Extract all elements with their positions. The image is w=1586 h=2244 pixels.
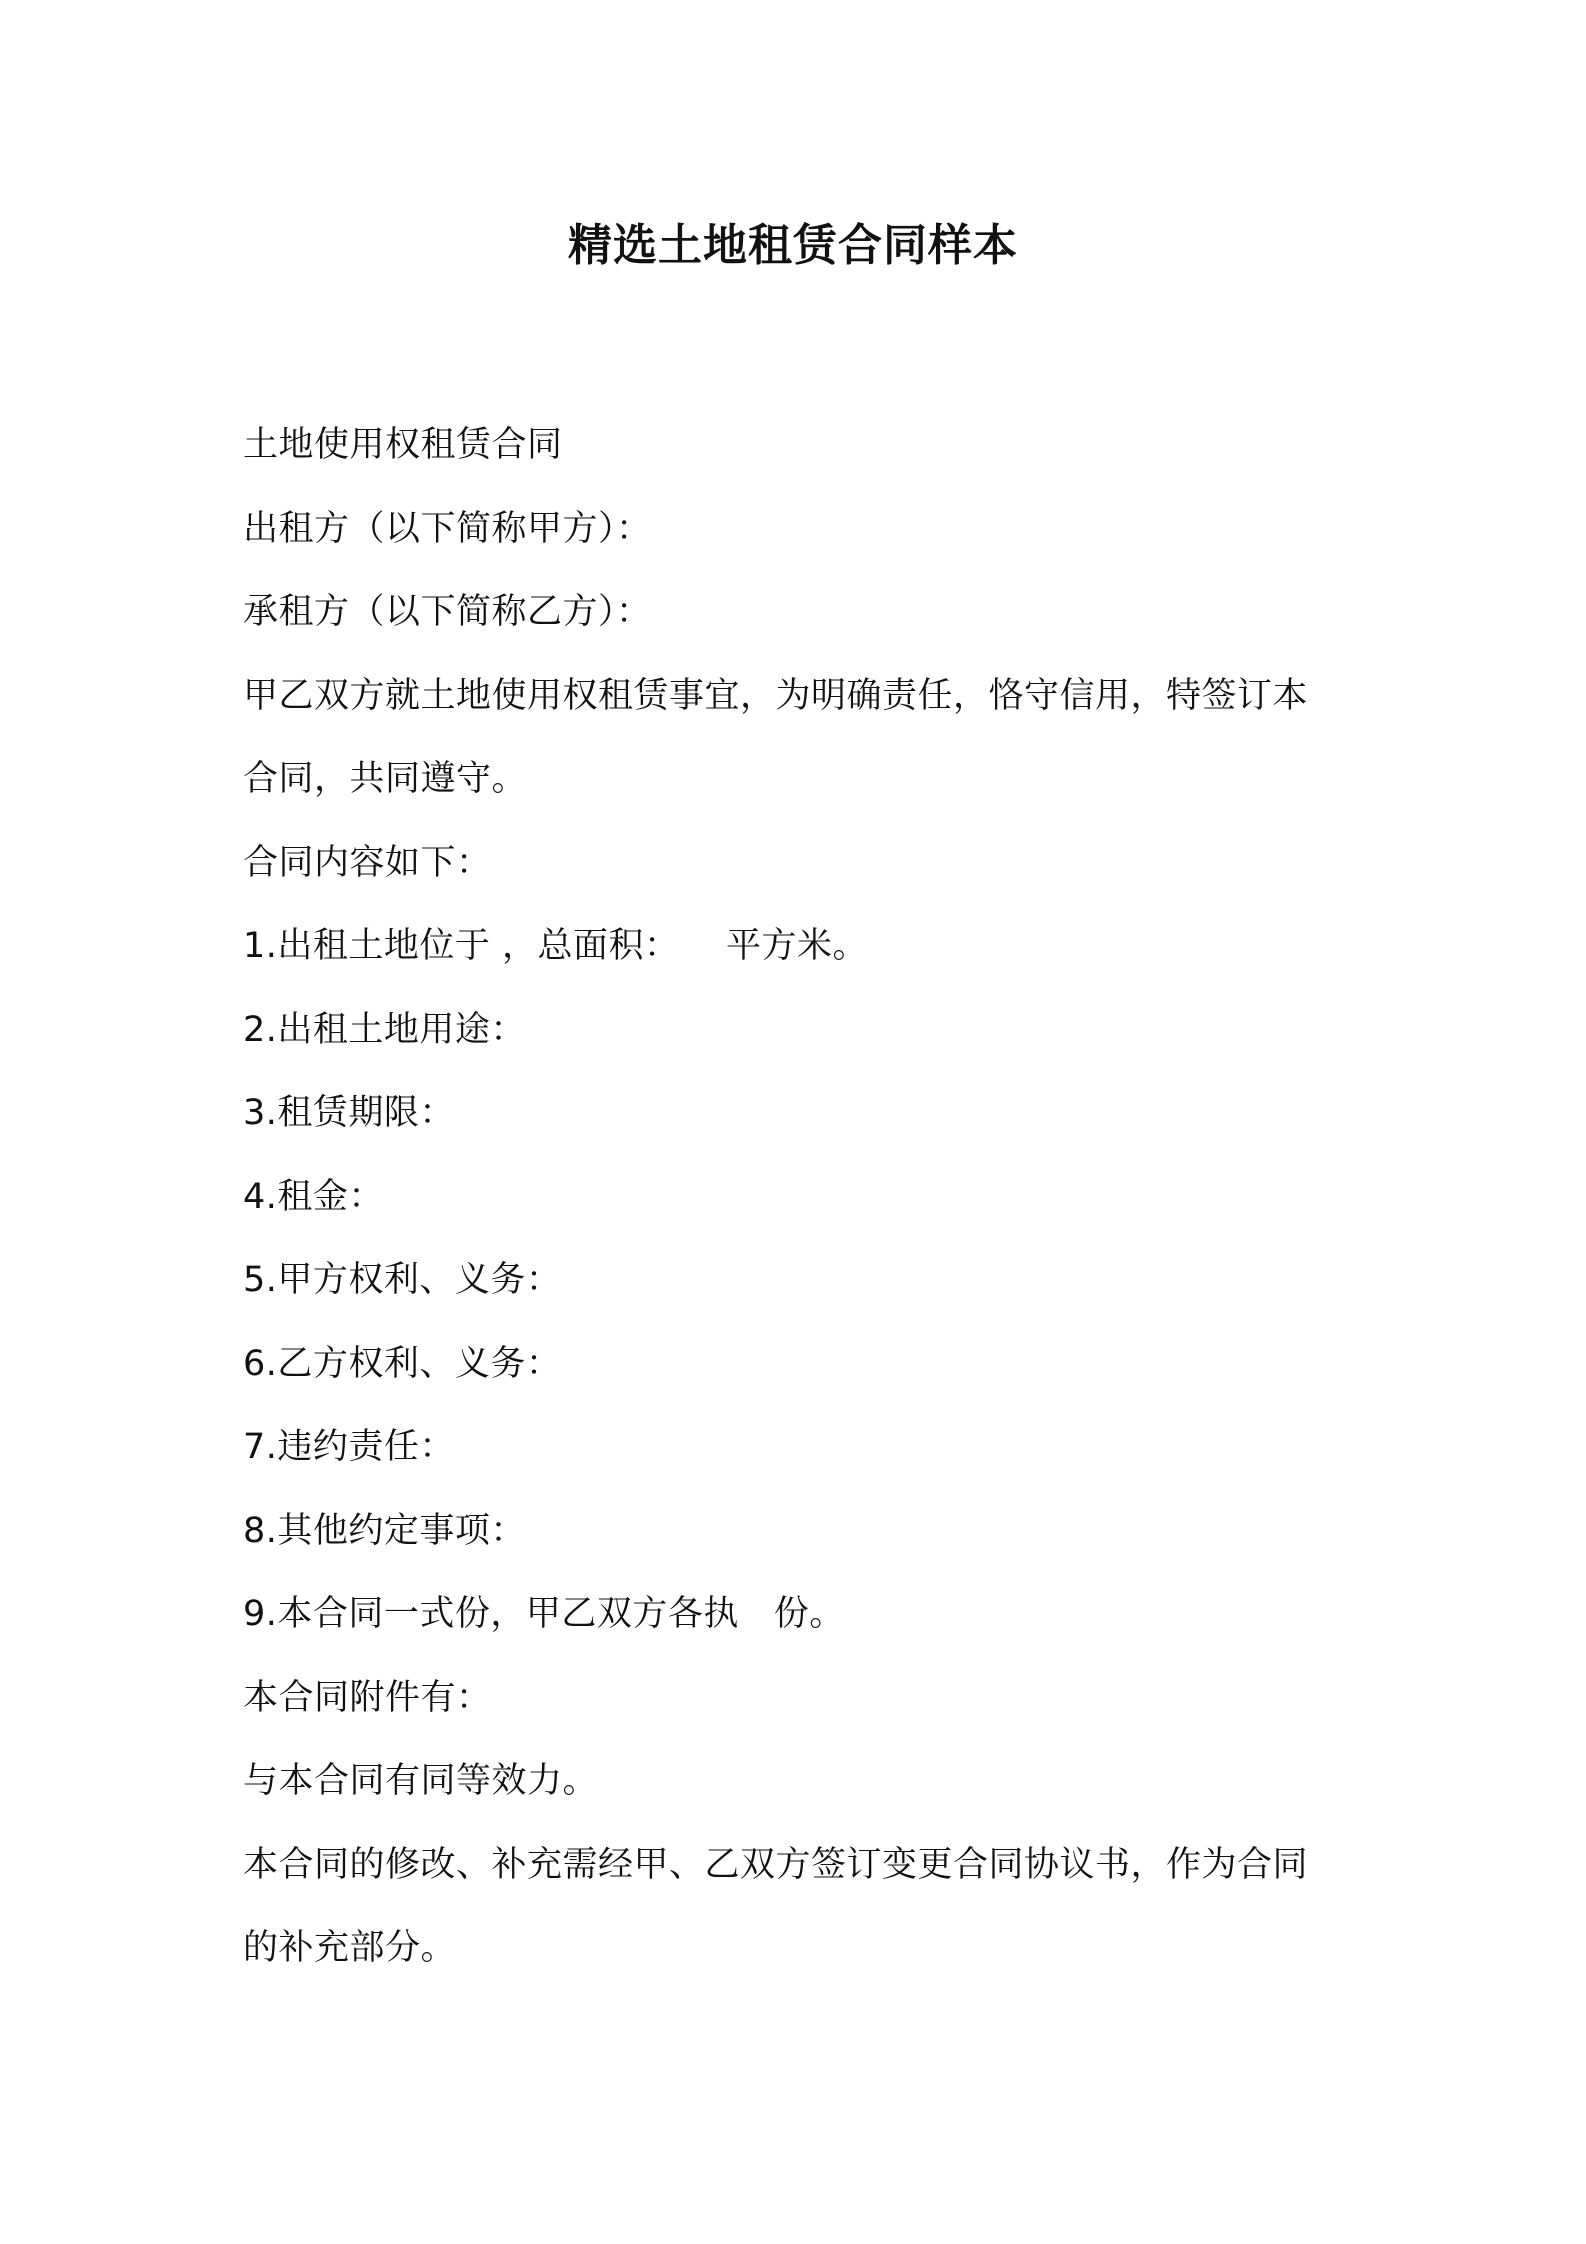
contract-heading: 土地使用权租赁合同	[243, 425, 563, 465]
clause-5: 5.甲方权利、义务：	[243, 1260, 562, 1300]
clause-8: 8.其他约定事项：	[243, 1510, 526, 1551]
preamble-line-1: 甲乙双方就土地使用权租赁事宜，为明确责任，恪守信用，特签订本	[243, 675, 1309, 716]
lessor-line: 出租方（以下简称甲方）：	[243, 508, 652, 549]
clause-1: 1.出租土地位于 ，总面积： 平方米。	[243, 926, 869, 966]
equal-effect-line: 与本合同有同等效力。	[243, 1761, 599, 1801]
amendment-line-1: 本合同的修改、补充需经甲、乙双方签订变更合同协议书，作为合同	[243, 1844, 1309, 1885]
document-title: 精选土地租赁合同样本	[568, 220, 1018, 271]
clause-3: 3.租赁期限：	[243, 1093, 455, 1133]
clause-2: 2.出租土地用途：	[243, 1009, 526, 1050]
lessee-line: 承租方（以下简称乙方）：	[243, 592, 652, 632]
clause-6: 6.乙方权利、义务：	[243, 1343, 562, 1384]
contents-heading: 合同内容如下：	[243, 842, 492, 883]
preamble-line-2: 合同，共同遵守。	[243, 759, 528, 799]
clause-7: 7.违约责任：	[243, 1427, 455, 1467]
clause-9: 9.本合同一式份，甲乙双方各执 份。	[243, 1594, 845, 1634]
clause-4: 4.租金：	[243, 1176, 384, 1217]
attachments-line: 本合同附件有：	[243, 1677, 492, 1718]
document-body	[243, 404, 1363, 1991]
amendment-line-2: 的补充部分。	[243, 1928, 457, 1968]
